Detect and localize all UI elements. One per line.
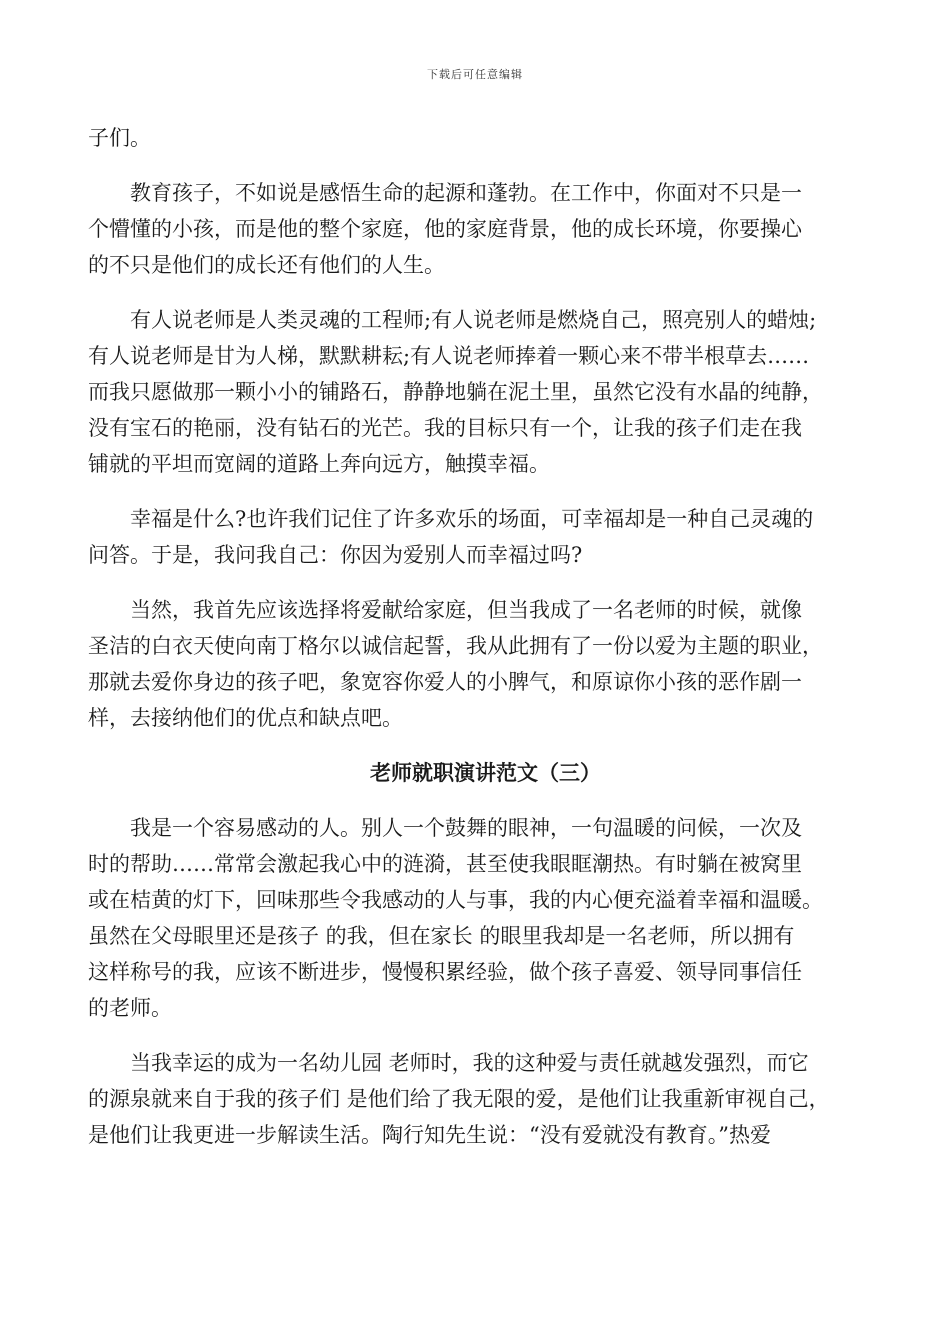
paragraph-6: [88, 810, 863, 1026]
text-line: 教育孩子，不如说是感悟生命的起源和蓬勃。在工作中，你面对不只是一: [88, 181, 802, 205]
document-body: [88, 120, 863, 1153]
text-line: 当我幸运的成为一名幼儿园 老师时，我的这种爱与责任就越发强烈，而它: [88, 1051, 809, 1075]
paragraph-1: [88, 120, 863, 156]
text-line: 圣洁的白衣天使向南丁格尔以诚信起誓，我从此拥有了一份以爱为主题的职业，: [88, 634, 823, 658]
text-line: 时的帮助……常常会激起我心中的涟漪，甚至使我眼眶潮热。有时躺在被窝里: [88, 852, 802, 876]
text-line: 或在桔黄的灯下，回味那些令我感动的人与事，我的内心便充溢着幸福和温暖。: [88, 888, 823, 912]
text-line: 有人说老师是人类灵魂的工程师;有人说老师是燃烧自己，照亮别人的蜡烛;: [88, 308, 817, 332]
text-line: 问答。于是，我问我自己：你因为爱别人而幸福过吗?: [88, 543, 583, 567]
paragraph-7: [88, 1045, 863, 1153]
text-line: 幸福是什么?也许我们记住了许多欢乐的场面，可幸福却是一种自己灵魂的: [88, 507, 814, 531]
text-line: 的不只是他们的成长还有他们的人生。: [88, 253, 445, 277]
text-line: 个懵懂的小孩，而是他的整个家庭，他的家庭背景，他的成长环境，你要操心: [88, 217, 802, 241]
text-line: 当然，我首先应该选择将爱献给家庭，但当我成了一名老师的时候，就像: [88, 598, 802, 622]
text-line: 子们。: [88, 126, 151, 150]
section-title: 老师就职演讲范文（三）: [370, 760, 601, 785]
text-line: 的源泉就来自于我的孩子们 是他们给了我无限的爱，是他们让我重新审视自己，: [88, 1087, 830, 1111]
text-line: 样，去接纳他们的优点和缺点吧。: [88, 706, 403, 730]
text-line: 的老师。: [88, 996, 172, 1020]
paragraph-4: [88, 501, 863, 573]
text-line: 虽然在父母眼里还是孩子 的我，但在家长 的眼里我却是一名老师，所以拥有: [88, 924, 795, 948]
text-line: 这样称号的我，应该不断进步，慢慢积累经验，做个孩子喜爱、领导同事信任: [88, 960, 802, 984]
text-line: 铺就的平坦而宽阔的道路上奔向远方，触摸幸福。: [88, 452, 550, 476]
header-note: 下载后可任意编辑: [427, 68, 523, 81]
text-line: 我是一个容易感动的人。别人一个鼓舞的眼神，一句温暖的问候，一次及: [88, 816, 802, 840]
text-line: 有人说老师是甘为人梯，默默耕耘;有人说老师捧着一颗心来不带半根草去……: [88, 344, 810, 368]
paragraph-3: [88, 302, 863, 482]
text-line: 没有宝石的艳丽，没有钻石的光芒。我的目标只有一个，让我的孩子们走在我: [88, 416, 802, 440]
paragraph-5: [88, 592, 863, 736]
text-line: 而我只愿做那一颗小小的铺路石，静静地躺在泥土里，虽然它没有水晶的纯静，: [88, 380, 823, 404]
paragraph-2: [88, 175, 863, 283]
text-line: 那就去爱你身边的孩子吧，象宽容你爱人的小脾气，和原谅你小孩的恶作剧一: [88, 670, 802, 694]
text-line: 是他们让我更进一步解读生活。陶行知先生说：“没有爱就没有教育。”热爱: [88, 1123, 771, 1147]
